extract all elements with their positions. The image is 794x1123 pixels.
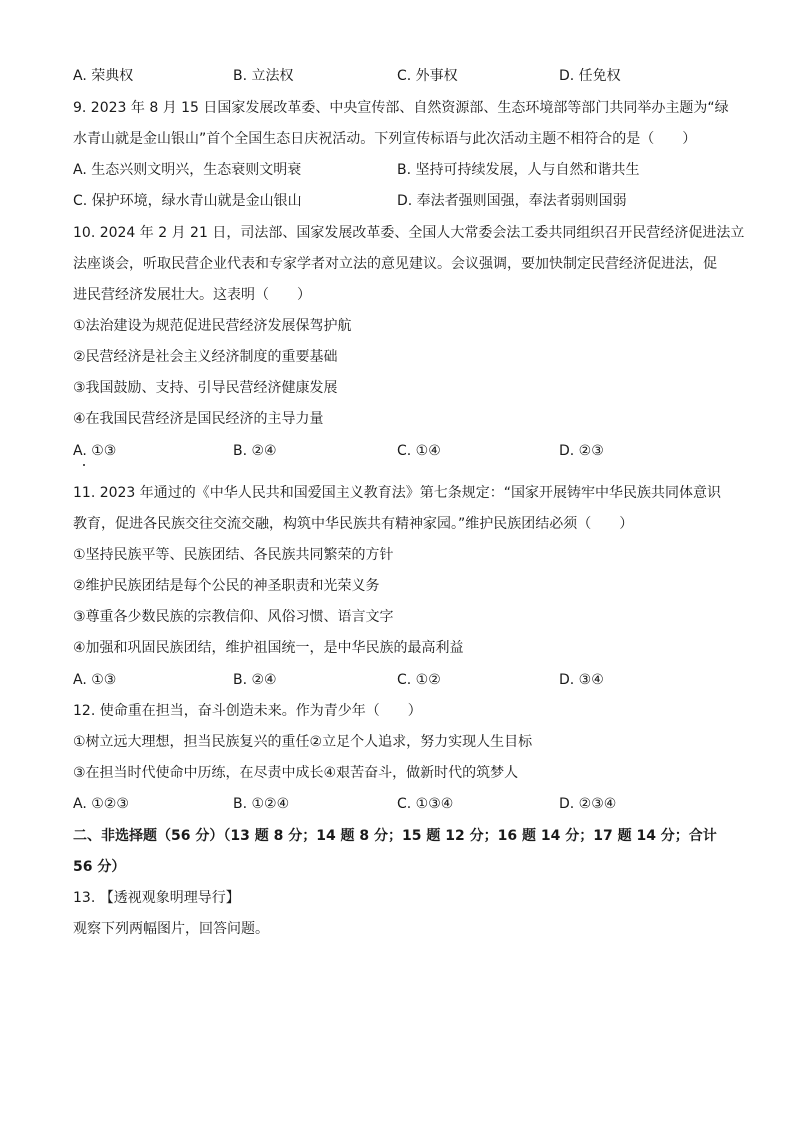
q11-options: [73, 670, 753, 690]
q9-options-row1: [73, 160, 753, 180]
q11-stem-line1: 11. 2023 年通过的《中华人民共和国爱国主义教育法》第七条规定：“国家开展铸牢中华民族共同体意识: [73, 485, 722, 501]
q11-stem-line2: 教育，促进各民族交往交流交融，构筑中华民族共有精神家园。”维护民族团结必须（ ）: [73, 516, 634, 532]
q10-option-c: C. ①④: [397, 443, 441, 459]
q10-option-d: D. ②③: [559, 443, 604, 459]
section2-title-line2: 56 分）: [73, 859, 126, 875]
q10-option-a: A. ①③: [73, 443, 117, 459]
q9-option-c: C. 保护环境，绿水青山就是金山银山: [73, 193, 302, 209]
q11-option-c: C. ①②: [397, 672, 441, 688]
q13-heading: 13. 【透视观象明理导行】: [73, 890, 240, 906]
q13-instruction: 观察下列两幅图片，回答问题。: [73, 921, 269, 937]
q8-options: [73, 66, 753, 86]
q11-option-a: A. ①③: [73, 672, 117, 688]
q12-item: ①树立远大理想，担当民族复兴的重任②立足个人追求，努力实现人生目标: [73, 734, 533, 750]
q10-item: ④在我国民营经济是国民经济的主导力量: [73, 411, 324, 427]
q8-option-b: B. 立法权: [233, 68, 294, 84]
q11-item: ④加强和巩固民族团结，维护祖国统一，是中华民族的最高利益: [73, 640, 464, 656]
stray-dot: [83, 464, 85, 466]
q12-option-b: B. ①②④: [233, 796, 290, 812]
q11-item: ②维护民族团结是每个公民的神圣职责和光荣义务: [73, 578, 380, 594]
q11-item: ③尊重各少数民族的宗教信仰、风俗习惯、语言文字: [73, 609, 394, 625]
q12-option-d: D. ②③④: [559, 796, 617, 812]
q10-stem-line1: 10. 2024 年 2 月 21 日，司法部、国家发展改革委、全国人大常委会法工委共同组织召开民营经济促进法立: [73, 225, 745, 241]
q11-item: ①坚持民族平等、民族团结、各民族共同繁荣的方针: [73, 547, 394, 563]
q9-stem-line2: 水青山就是金山银山”首个全国生态日庆祝活动。下列宣传标语与此次活动主题不相符合的是（ ）: [73, 131, 697, 147]
q9-option-d: D. 奉法者强则国强，奉法者弱则国弱: [397, 193, 627, 209]
q12-item: ③在担当时代使命中历练，在尽责中成长④艰苦奋斗，做新时代的筑梦人: [73, 765, 519, 781]
q11-option-d: D. ③④: [559, 672, 604, 688]
q12-stem: 12. 使命重在担当，奋斗创造未来。作为青少年（ ）: [73, 703, 422, 719]
q12-options: [73, 794, 753, 814]
q10-stem-line2: 法座谈会，听取民营企业代表和专家学者对立法的意见建议。会议强调，要加快制定民营经济促进法，促: [73, 256, 717, 272]
q10-stem-line3: 进民营经济发展壮大。这表明（ ）: [73, 287, 311, 303]
section2-title-line1: 二、非选择题（56 分）（13 题 8 分；14 题 8 分；15 题 12 分；16 题 14 分；17 题 14 分；合计: [73, 828, 717, 844]
q12-option-a: A. ①②③: [73, 796, 129, 812]
q9-option-b: B. 坚持可持续发展，人与自然和谐共生: [397, 162, 640, 178]
q8-option-d: D. 任免权: [559, 68, 621, 84]
q10-options: [73, 441, 753, 461]
q10-item: ②民营经济是社会主义经济制度的重要基础: [73, 349, 338, 365]
q9-stem-line1: 9. 2023 年 8 月 15 日国家发展改革委、中央宣传部、自然资源部、生态环境部等部门共同举办主题为“绿: [73, 100, 729, 116]
q10-item: ①法治建设为规范促进民营经济发展保驾护航: [73, 318, 352, 334]
q8-option-a: A. 荣典权: [73, 68, 134, 84]
q10-item: ③我国鼓励、支持、引导民营经济健康发展: [73, 380, 338, 396]
q8-option-c: C. 外事权: [397, 68, 458, 84]
q9-option-a: A. 生态兴则文明兴，生态衰则文明衰: [73, 162, 302, 178]
q10-option-b: B. ②④: [233, 443, 277, 459]
q11-option-b: B. ②④: [233, 672, 277, 688]
q9-options-row2: [73, 191, 753, 211]
q12-option-c: C. ①③④: [397, 796, 454, 812]
